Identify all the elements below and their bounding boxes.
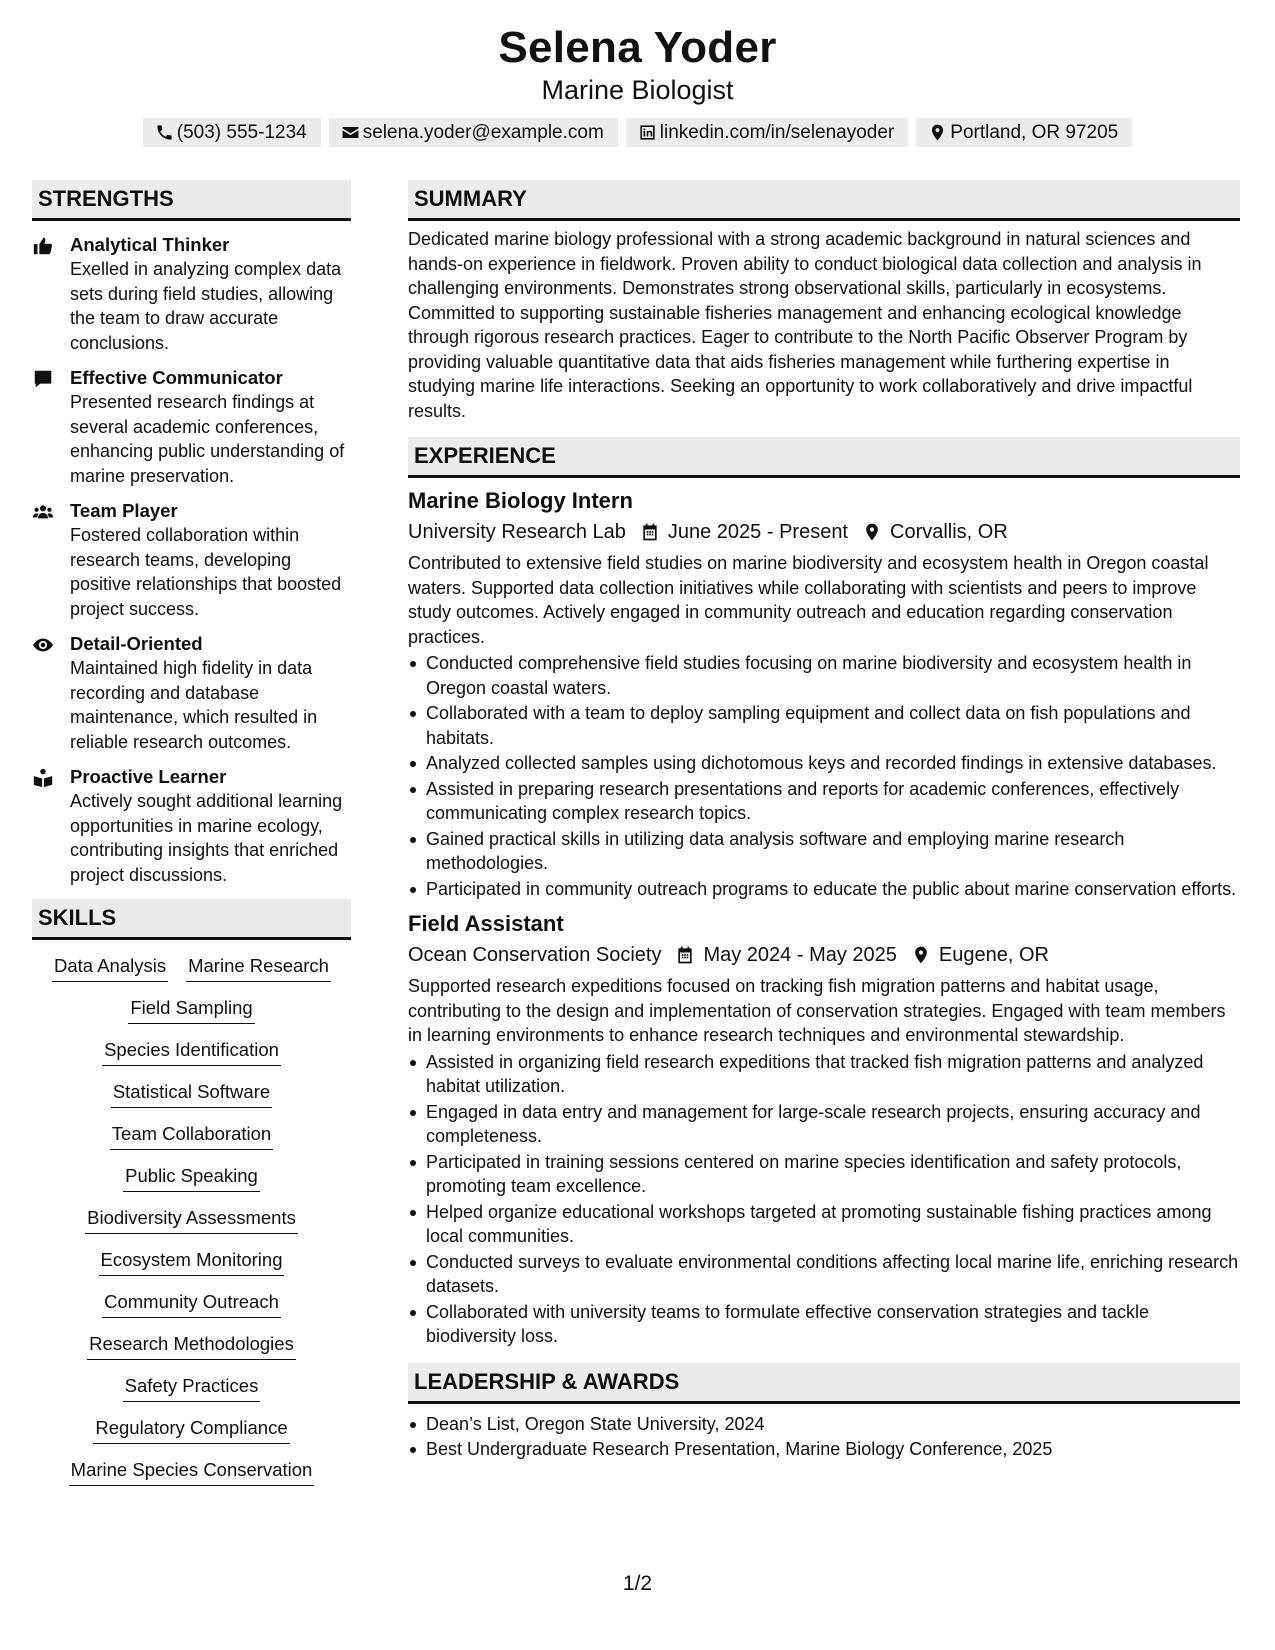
right-column: [408, 180, 1240, 1463]
skill-tag: Biodiversity Assessments: [85, 1206, 298, 1234]
job-title: Field Assistant: [408, 911, 564, 936]
contact-phone: [143, 118, 321, 147]
bullet-item: Gained practical skills in utilizing data analysis software and employing marine research methodologies.: [408, 827, 1240, 876]
bullet-item: Helped organize educational workshops targeted at promoting sustainable fishing practices among local communities.: [408, 1200, 1240, 1249]
strength-desc: Maintained high fidelity in data recording and database maintenance, which resulted in reliable research outcomes.: [70, 658, 318, 752]
strength-item: [32, 765, 351, 887]
location-text: Portland, OR 97205: [950, 121, 1119, 143]
candidate-title: Marine Biologist: [541, 75, 734, 105]
skill-tag: Public Speaking: [123, 1164, 260, 1192]
job-location: Corvallis, OR: [890, 521, 1008, 543]
bullet-item: Collaborated with a team to deploy sampling equipment and collect data on fish populations and habitats.: [408, 701, 1240, 750]
skill-tag: Team Collaboration: [110, 1122, 273, 1150]
skill-tag: Marine Research: [186, 954, 331, 982]
page-number: 1/2: [622, 1572, 653, 1595]
strength-title: Effective Communicator: [70, 367, 283, 388]
skills-heading: SKILLS: [32, 899, 351, 940]
job-description: Contributed to extensive field studies on marine biodiversity and ecosystem health in Oregon coastal waters. Supported data collection initiatives while collaborating with scientists and peers to improve study outcomes. Actively engaged in community outreach and education regarding conservation practices.: [408, 553, 1209, 647]
email-text: selena.yoder@example.com: [362, 121, 604, 143]
linkedin-icon: [638, 123, 657, 142]
strength-item: [32, 366, 351, 488]
summary-text: Dedicated marine biology professional with a strong academic background in natural sciences and hands-on experience in fieldwork. Proven ability to conduct biological data collection and analysis in challenging environments. Demonstrates strong observational skills, particularly in ecosystems. Committed to supporting sustainable fisheries management and enhancing ecological knowledge through rigorous research practices. Eager to contribute to the North Pacific Observer Program by providing valuable quantitative data that aids fisheries management while furthering expertise in studying marine life interactions. Seeking an opportunity to work collaboratively and drive impactful results.: [408, 229, 1202, 421]
bullet-item: Analyzed collected samples using dichotomous keys and recorded findings in extensive databases.: [408, 751, 1240, 776]
contact-email[interactable]: [329, 118, 618, 147]
skill-tag: Regulatory Compliance: [93, 1416, 289, 1444]
award-item: Best Undergraduate Research Presentation, Marine Biology Conference, 2025: [408, 1437, 1240, 1462]
map-pin-icon: [911, 945, 931, 965]
bullet-item: Conducted surveys to evaluate environmental conditions affecting local marine life, enriching research datasets.: [408, 1250, 1240, 1299]
strength-title: Analytical Thinker: [70, 234, 230, 255]
bullet-item: Assisted in organizing field research expeditions that tracked fish migration patterns and analyzed habitat utilization.: [408, 1050, 1240, 1099]
strength-title: Team Player: [70, 500, 178, 521]
strength-item: [32, 499, 351, 621]
bullet-item: Collaborated with university teams to formulate effective conservation strategies and tackle biodiversity loss.: [408, 1300, 1240, 1349]
skill-tag: Community Outreach: [102, 1290, 281, 1318]
users-icon: [32, 501, 54, 523]
map-pin-icon: [862, 522, 882, 542]
contact-linkedin[interactable]: [626, 118, 908, 147]
bullet-item: Participated in community outreach programs to educate the public about marine conservation efforts.: [408, 877, 1240, 902]
map-pin-icon: [928, 123, 947, 142]
award-item: Dean’s List, Oregon State University, 2024: [408, 1412, 1240, 1437]
awards-heading: LEADERSHIP & AWARDS: [408, 1363, 1240, 1404]
job-company: Ocean Conservation Society: [408, 944, 662, 966]
bullet-item: Assisted in preparing research presentations and reports for academic conferences, effectively communicating complex research topics.: [408, 777, 1240, 826]
bullet-item: Conducted comprehensive field studies focusing on marine biodiversity and ecosystem health in Oregon coastal waters.: [408, 651, 1240, 700]
contact-bar: [0, 118, 1275, 147]
thumbs-up-icon: [32, 235, 54, 257]
job-entry: [408, 486, 1240, 901]
strength-desc: Exelled in analyzing complex data sets during field studies, allowing the team to draw accurate conclusions.: [70, 259, 342, 353]
strength-desc: Actively sought additional learning opportunities in marine ecology, contributing insights that enriched project discussions.: [70, 791, 343, 885]
bullet-item: Engaged in data entry and management for large-scale research projects, ensuring accuracy and completeness.: [408, 1100, 1240, 1149]
skill-tag: Research Methodologies: [87, 1332, 296, 1360]
calendar-icon: [640, 522, 660, 542]
awards-list: [408, 1412, 1240, 1462]
job-title: Marine Biology Intern: [408, 488, 633, 513]
envelope-icon: [341, 123, 360, 142]
skill-tag: Statistical Software: [111, 1080, 272, 1108]
job-meta: [408, 940, 1240, 970]
experience-heading: EXPERIENCE: [408, 437, 1240, 478]
book-reader-icon: [32, 767, 54, 789]
eye-icon: [32, 634, 54, 656]
calendar-icon: [675, 945, 695, 965]
phone-text: (503) 555-1234: [176, 121, 307, 143]
strength-item: [32, 233, 351, 355]
bullet-item: Participated in training sessions centered on marine species identification and safety protocols, promoting team excellence.: [408, 1150, 1240, 1199]
job-description: Supported research expeditions focused on tracking fish migration patterns and habitat usage, contributing to the design and implementation of conservation strategies. Engaged with team members in learning environments to enhance research techniques and environmental stewardship.: [408, 976, 1226, 1045]
job-meta: [408, 517, 1240, 547]
skills-list: [32, 954, 351, 1486]
strengths-list: [32, 233, 351, 887]
job-entry: [408, 909, 1240, 1349]
strength-title: Detail-Oriented: [70, 633, 203, 654]
resume-header: [0, 22, 1275, 147]
skill-tag: Data Analysis: [52, 954, 168, 982]
linkedin-text: linkedin.com/in/selenayoder: [659, 121, 895, 143]
contact-location: [916, 118, 1132, 147]
strengths-heading: STRENGTHS: [32, 180, 351, 221]
candidate-name: Selena Yoder: [498, 23, 777, 72]
skill-tag: Species Identification: [102, 1038, 281, 1066]
job-location: Eugene, OR: [938, 944, 1049, 966]
skill-tag: Safety Practices: [123, 1374, 261, 1402]
comment-icon: [32, 368, 54, 390]
skill-tag: Marine Species Conservation: [69, 1458, 315, 1486]
strength-item: [32, 632, 351, 754]
strength-desc: Fostered collaboration within research teams, developing positive relationships that boosted project success.: [70, 525, 342, 619]
strength-title: Proactive Learner: [70, 766, 227, 787]
skill-tag: Field Sampling: [128, 996, 254, 1024]
job-company: University Research Lab: [408, 521, 626, 543]
summary-heading: SUMMARY: [408, 180, 1240, 221]
strength-desc: Presented research findings at several academic conferences, enhancing public understanding of marine preservation.: [70, 392, 345, 486]
job-bullets: [408, 651, 1240, 901]
left-column: [32, 180, 351, 1486]
job-bullets: [408, 1050, 1240, 1349]
skill-tag: Ecosystem Monitoring: [99, 1248, 285, 1276]
phone-icon: [155, 123, 174, 142]
job-dates: May 2024 - May 2025: [703, 944, 897, 966]
job-dates: June 2025 - Present: [667, 521, 848, 543]
